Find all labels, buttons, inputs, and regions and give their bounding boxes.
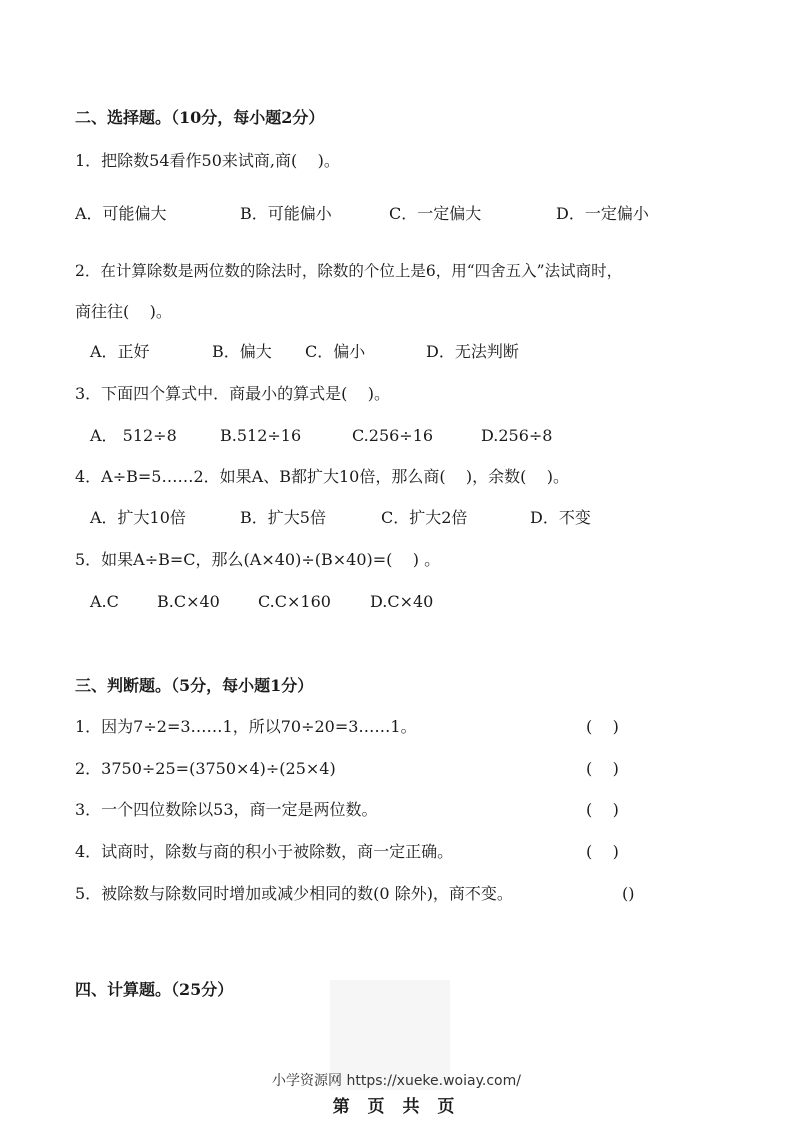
q4-option-b: B．扩大5倍: [240, 508, 326, 527]
judge-2-answer-blank: ( ): [586, 759, 619, 778]
q3-option-d: D.256÷8: [481, 426, 553, 445]
q4-option-c: C．扩大2倍: [381, 508, 468, 527]
q2-text-line2: 商往往( )。: [75, 302, 172, 321]
q2-option-c: C．偏小: [305, 342, 366, 361]
q3-option-b: B.512÷16: [220, 426, 302, 445]
judge-1-answer-blank: ( ): [586, 717, 619, 736]
judge-2-text: 2．3750÷25=(3750×4)÷(25×4): [75, 759, 336, 778]
q5-option-c: C.C×160: [258, 592, 331, 611]
q2-option-a: A．正好: [90, 342, 150, 361]
page-footer: 第 页 共 页: [332, 1097, 461, 1117]
judge-4-text: 4．试商时，除数与商的积小于被除数，商一定正确。: [75, 842, 454, 861]
judge-3-text: 3．一个四位数除以53，商一定是两位数。: [75, 800, 378, 819]
q5-option-a: A.C: [90, 592, 119, 611]
judge-4-answer-blank: ( ): [586, 842, 619, 861]
q1-text: 1．把除数54看作50来试商,商( )。: [75, 151, 340, 170]
q3-option-c: C.256÷16: [352, 426, 434, 445]
q1-option-b: B．可能偏小: [240, 204, 332, 223]
q2-option-b: B．偏大: [212, 342, 272, 361]
q4-option-d: D．不变: [530, 508, 591, 527]
q3-option-a: A． 512÷8: [90, 426, 177, 445]
q1-option-c: C．一定偏大: [389, 204, 482, 223]
section-3-title: 三、判断题。（5分，每小题1分）: [75, 676, 314, 695]
q1-option-d: D．一定偏小: [556, 204, 649, 223]
q5-option-b: B.C×40: [157, 592, 220, 611]
section-4-title: 四、计算题。（25分）: [75, 980, 234, 999]
q2-text-line1: 2．在计算除数是两位数的除法时，除数的个位上是6，用“四舍五入”法试商时，: [75, 262, 623, 280]
judge-5-text: 5．被除数与除数同时增加或减少相同的数(0 除外)，商不变。: [75, 884, 513, 903]
judge-3-answer-blank: ( ): [586, 800, 619, 819]
q5-option-d: D.C×40: [370, 592, 434, 611]
section-2-title: 二、选择题。（10分，每小题2分）: [75, 108, 325, 127]
judge-5-answer-blank: (): [622, 884, 635, 903]
q2-option-d: D．无法判断: [426, 342, 519, 361]
q5-text: 5．如果A÷B=C，那么(A×40)÷(B×40)=( ) 。: [75, 550, 441, 569]
judge-1-text: 1．因为7÷2=3……1，所以70÷20=3……1。: [75, 717, 417, 736]
q4-option-a: A．扩大10倍: [90, 508, 186, 527]
q1-option-a: A．可能偏大: [75, 204, 167, 223]
q4-text: 4．A÷B=5……2．如果A、B都扩大10倍，那么商( )，余数( )。: [75, 467, 569, 486]
watermark: 小学资源网 https://xueke.woiay.com/: [272, 1073, 521, 1089]
q3-text: 3．下面四个算式中．商最小的算式是( )。: [75, 384, 391, 403]
